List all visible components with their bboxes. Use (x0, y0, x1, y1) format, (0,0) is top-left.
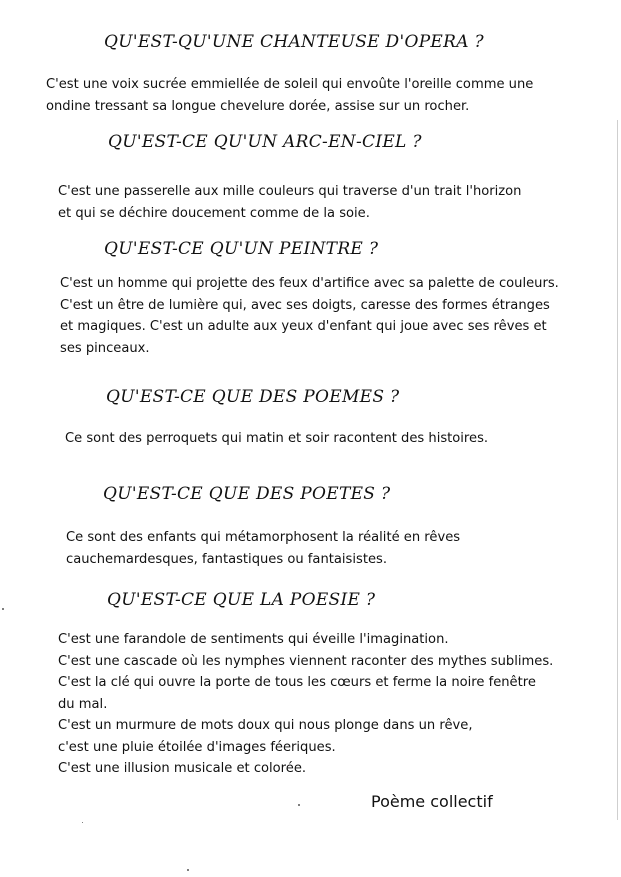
text-line: C'est un homme qui projette des feux d'artifice avec sa palette de couleurs. (60, 276, 559, 291)
text-line: et magiques. C'est un adulte aux yeux d'enfant qui joue avec ses rêves et (60, 319, 547, 334)
text-line: C'est la clé qui ouvre la porte de tous les cœurs et ferme la noire fenêtre (58, 675, 536, 690)
paragraph-poetes (66, 527, 460, 570)
paragraph-poemes (65, 428, 488, 450)
scan-speck (187, 869, 189, 871)
heading-poetes: QU'EST-CE QUE DES POETES ? (103, 484, 391, 504)
text-line: C'est une passerelle aux mille couleurs qui traverse d'un trait l'horizon (58, 184, 522, 199)
heading-chanteuse-opera: QU'EST-QU'UNE CHANTEUSE D'OPERA ? (104, 32, 484, 52)
heading-arc-en-ciel: QU'EST-CE QU'UN ARC-EN-CIEL ? (108, 132, 422, 152)
text-line: ses pinceaux. (60, 340, 150, 356)
scan-speck (82, 822, 83, 823)
scan-edge-line (617, 120, 618, 820)
text-line: du mal. (58, 696, 108, 712)
text-line: c'est une pluie étoilée d'images féeriques. (58, 739, 336, 755)
heading-peintre: QU'EST-CE QU'UN PEINTRE ? (104, 239, 379, 259)
heading-poesie: QU'EST-CE QUE LA POESIE ? (107, 590, 376, 610)
text-line: Ce sont des perroquets qui matin et soir racontent des histoires. (65, 431, 489, 446)
paragraph-peintre (60, 273, 559, 359)
text-line: ondine tressant sa longue chevelure dorée, assise sur un rocher. (46, 98, 470, 114)
text-line: C'est une voix sucrée emmiellée de soleil qui envoûte l'oreille comme une (46, 77, 534, 92)
paragraph-chanteuse-opera (46, 74, 533, 117)
text-line: Ce sont des enfants qui métamorphosent la réalité en rêves (66, 530, 461, 545)
paragraph-arc-en-ciel (58, 181, 521, 224)
signature: Poème collectif (371, 792, 493, 811)
text-line: cauchemardesques, fantastiques ou fantaisistes. (66, 551, 387, 567)
text-line: C'est une illusion musicale et colorée. (58, 761, 307, 776)
text-line: C'est une cascade où les nymphes viennent raconter des mythes sublimes. (58, 653, 554, 669)
scan-speck (298, 804, 300, 806)
text-line: C'est un être de lumière qui, avec ses doigts, caresse des formes étranges (60, 297, 550, 313)
heading-poemes: QU'EST-CE QUE DES POEMES ? (106, 387, 400, 407)
scan-speck (2, 608, 4, 610)
paragraph-poesie (58, 629, 553, 780)
text-line: et qui se déchire doucement comme de la soie. (58, 205, 370, 221)
text-line: C'est une farandole de sentiments qui éveille l'imagination. (58, 632, 449, 647)
text-line: C'est un murmure de mots doux qui nous plonge dans un rêve, (58, 718, 473, 733)
